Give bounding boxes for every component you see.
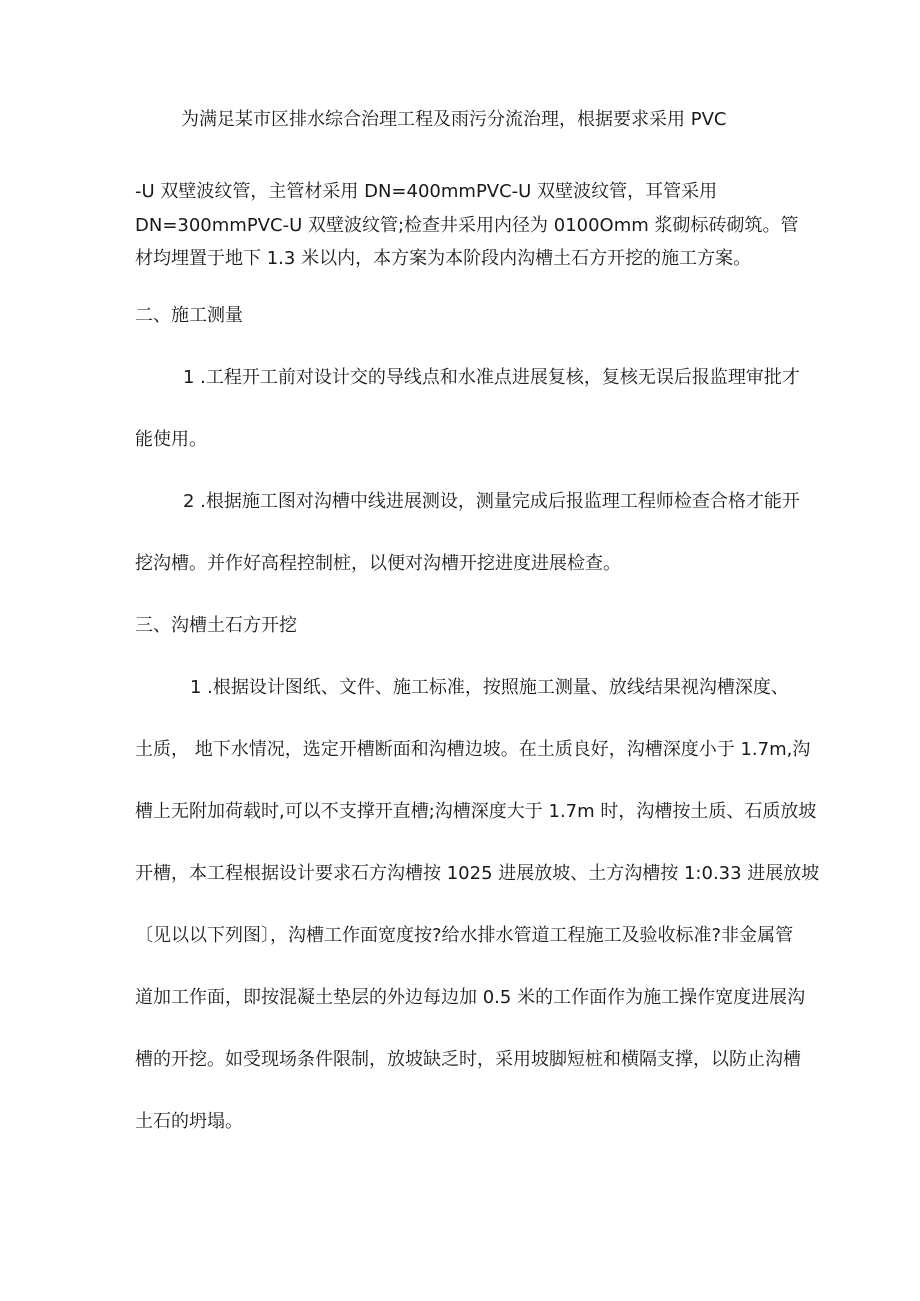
section-3-heading: 三、沟槽土石方开挖 (135, 615, 297, 636)
section-2-item-2-line-2: 挖沟槽。并作好高程控制桩，以便对沟槽开挖进度进展检查。 (135, 553, 621, 574)
intro-line-4: 材均埋置于地下 1.3 米以内，本方案为本阶段内沟槽土石方开挖的施工方案。 (135, 248, 752, 269)
section-3-item-1-line-3: 槽上无附加荷载时,可以不支撑开直槽;沟槽深度大于 1.7m 时，沟槽按土质、石质放坡 (135, 801, 817, 822)
intro-line-1: 为满足某市区排水综合治理工程及雨污分流治理，根据要求采用 PVC (181, 109, 727, 130)
section-3-item-1-line-8: 土石的坍塌。 (135, 1111, 243, 1132)
intro-line-3: DN=300mmPVC-U 双壁波纹管;检查井采用内径为 0100Omm 浆砌标砖砌筑。管 (135, 215, 799, 236)
section-3-item-1-line-2: 土质， 地下水情况，选定开槽断面和沟槽边坡。在土质良好，沟槽深度小于 1.7m,沟 (135, 739, 811, 760)
section-2-heading: 二、施工测量 (135, 305, 243, 326)
section-3-item-1-line-7: 槽的开挖。如受现场条件限制，放坡缺乏时，采用坡脚短桩和横隔支撑，以防止沟槽 (135, 1049, 801, 1070)
section-3-item-1-line-4: 开槽，本工程根据设计要求石方沟槽按 1025 进展放坡、土方沟槽按 1:0.33 进展放坡 (135, 863, 820, 884)
section-3-item-1-line-5: 〔见以以下列图〕，沟槽工作面宽度按?给水排水管道工程施工及验收标准?非金属管 (135, 925, 794, 946)
section-3-item-1-line-6: 道加工作面，即按混凝土垫层的外边每边加 0.5 米的工作面作为施工操作宽度进展沟 (135, 987, 806, 1008)
intro-line-2: -U 双壁波纹管，主管材采用 DN=400mmPVC-U 双壁波纹管，耳管采用 (135, 181, 718, 202)
section-2-item-1-line-1: 1 .工程开工前对设计交的导线点和水准点进展复核，复核无误后报监理审批才 (183, 367, 800, 388)
section-3-item-1-line-1: 1 .根据设计图纸、文件、施工标准，按照施工测量、放线结果视沟槽深度、 (190, 677, 789, 698)
section-2-item-1-line-2: 能使用。 (135, 429, 207, 450)
section-2-item-2-line-1: 2 .根据施工图对沟槽中线进展测设，测量完成后报监理工程师检查合格才能开 (183, 491, 800, 512)
